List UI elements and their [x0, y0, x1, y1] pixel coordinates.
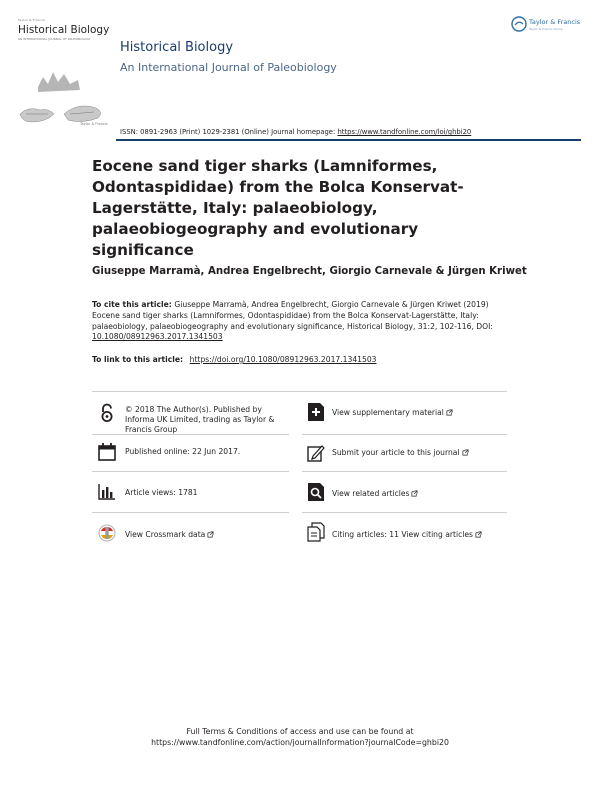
- info-divider: [302, 471, 507, 472]
- supplementary-icon: [307, 402, 325, 422]
- journal-subtitle: An International Journal of Paleobiology: [120, 61, 337, 74]
- citing-articles-link[interactable]: [332, 530, 512, 540]
- journal-title: Historical Biology: [120, 40, 234, 55]
- footer-terms-text: Full Terms & Conditions of access and use can be found at: [186, 727, 414, 736]
- info-top-divider: [92, 391, 507, 392]
- cover-top-text: Taylor & Francis: [18, 18, 45, 22]
- info-divider: [302, 512, 507, 513]
- header-divider: [116, 139, 581, 141]
- publisher-logo-name: Taylor & Francis: [529, 18, 581, 26]
- article-views: Article views: 1781: [125, 488, 198, 497]
- submit-article-link[interactable]: [332, 448, 512, 458]
- external-link-icon: [411, 490, 418, 497]
- article-authors: Giuseppe Marramà, Andrea Engelbrecht, Giorgio Carnevale & Jürgen Kriwet: [92, 266, 527, 277]
- issn-line: [120, 128, 471, 136]
- external-link-icon: [446, 409, 453, 416]
- related-articles-icon: [307, 482, 325, 502]
- cover-subtitle: AN INTERNATIONAL JOURNAL OF PALEOBIOLOGY: [18, 37, 91, 41]
- related-label: View related articles: [332, 489, 410, 498]
- crossmark-label: View Crossmark data: [125, 530, 206, 539]
- citing-articles-icon: [307, 522, 325, 542]
- citation-doi-link[interactable]: 10.1080/08912963.2017.1341503: [92, 332, 223, 342]
- bar-chart-icon: [98, 481, 116, 501]
- external-link-icon: [462, 449, 469, 456]
- article-title: Eocene sand tiger sharks (Lamniformes, Odontaspididae) from the Bolca Konservat-Lagerstätte, Italy: palaeobiology, palaeobiogeography and evolutionary significance: [92, 157, 464, 259]
- article-doi-link[interactable]: https://doi.org/10.1080/08912963.2017.1341503: [189, 355, 377, 364]
- cover-publisher: Taylor & Francis: [80, 122, 108, 126]
- crossmark-icon: [98, 523, 116, 543]
- published-date: Published online: 22 Jun 2017.: [125, 447, 241, 456]
- calendar-icon: [98, 442, 116, 462]
- citation-block: [92, 300, 512, 343]
- link-label: To link to this article:: [92, 355, 186, 364]
- submit-label: Submit your article to this journal: [332, 448, 460, 457]
- info-divider: [92, 434, 289, 435]
- info-divider: [92, 512, 289, 513]
- open-access-statement: © 2018 The Author(s). Published by Informa UK Limited, trading as Taylor & Francis Group: [125, 405, 275, 434]
- external-link-icon: [207, 531, 214, 538]
- publisher-logo-icon: [511, 16, 527, 32]
- publisher-logo[interactable]: [511, 16, 583, 36]
- citation-text: Giuseppe Marramà, Andrea Engelbrecht, Giorgio Carnevale & Jürgen Kriwet (2019) Eocene sand tiger sharks (Lamniformes, Odontaspididae) from the Bolca Konservat-Lagerstätte, Italy: palaeobiology, palaeobiogeography and evolutionary significance, Historical Biology, 31:2, 102-116, DOI:: [92, 300, 493, 331]
- journal-homepage-link[interactable]: https://www.tandfonline.com/loi/ghbi20: [337, 128, 472, 136]
- footer-terms-link[interactable]: https://www.tandfonline.com/action/journalInformation?journalCode=ghbi20: [151, 738, 449, 747]
- issn-text: ISSN: 0891-2963 (Print) 1029-2381 (Online) Journal homepage:: [120, 128, 338, 136]
- cover-title: Historical Biology: [18, 24, 110, 36]
- submit-icon: [307, 443, 325, 463]
- citation-label: To cite this article:: [92, 300, 175, 309]
- crossmark-link[interactable]: [125, 530, 305, 540]
- fossil-illustration-icon: [18, 62, 108, 127]
- info-divider: [92, 471, 289, 472]
- info-divider: [302, 434, 507, 435]
- journal-cover: [18, 18, 108, 138]
- related-articles-link[interactable]: [332, 489, 512, 499]
- supplementary-link[interactable]: [332, 408, 512, 418]
- open-access-icon: [98, 403, 116, 423]
- citing-label: Citing articles: 11 View citing articles: [332, 530, 473, 539]
- external-link-icon: [475, 531, 482, 538]
- publisher-logo-tagline: Taylor & Francis Group: [529, 27, 563, 31]
- article-link-line: [92, 355, 376, 364]
- supplementary-label: View supplementary material: [332, 408, 444, 417]
